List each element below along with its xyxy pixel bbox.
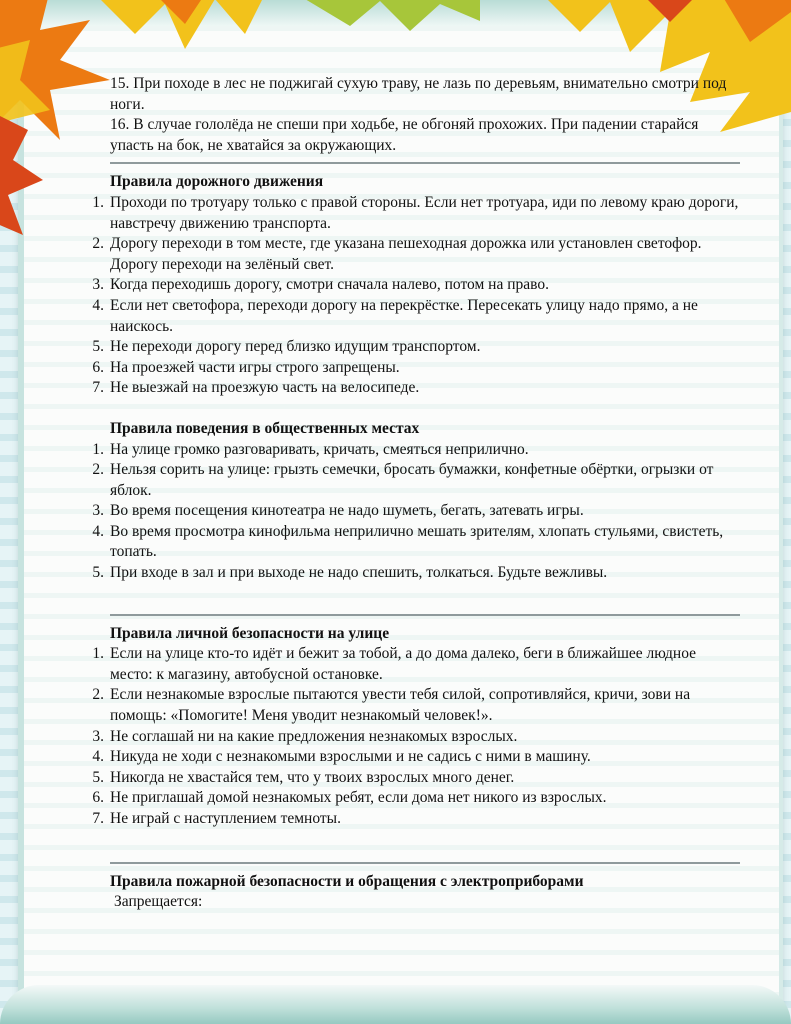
divider	[110, 614, 740, 616]
list-number: 2.	[92, 686, 104, 704]
list-item-text: На проезжей части игры строго запрещены.	[110, 358, 400, 376]
list-item	[92, 460, 740, 501]
list-item-text: Не соглашай ни на какие предложения незнакомых взрослых.	[110, 727, 518, 745]
list-item-text: При входе в зал и при выходе не надо спешить, толкаться. Будьте вежливы.	[110, 564, 608, 582]
list-number: 6.	[92, 358, 104, 376]
list-number: 5.	[92, 768, 104, 786]
list-number: 3.	[92, 727, 104, 745]
list-item-text: Нельзя сорить на улице: грызть семечки, бросать бумажки, конфетные обёртки, огрызки от яблок.	[110, 461, 714, 499]
list-item-text: Дорогу переходи в том месте, где указана пешеходная дорожка или установлен светофор. Дорогу переходи на зелёный свет.	[110, 235, 702, 273]
paragraph: 15. При походе в лес не поджигай сухую траву, не лазь по деревьям, внимательно смотри под ноги.	[110, 75, 727, 113]
list-item	[92, 337, 740, 358]
list-item	[92, 501, 740, 522]
fire-safety-subtitle: Запрещается:	[114, 893, 203, 911]
list-item-text: Во время посещения кинотеатра не надо шуметь, бегать, затевать игры.	[110, 502, 584, 520]
section-title-personal-safety: Правила личной безопасности на улице	[110, 624, 390, 642]
list-item-text: Во время просмотра кинофильма неприлично мешать зрителям, хлопать стульями, свистеть, топать.	[110, 522, 724, 561]
list-item-text: Если нет светофора, переходи дорогу на перекрёстке. Пересекать улицу надо прямо, а не наискось.	[110, 296, 698, 335]
list-item	[92, 747, 740, 768]
list-item-text: Если на улице кто-то идёт и бежит за тобой, а до дома далеко, беги в ближайшее людное место: к магазину, автобусной остановке.	[110, 645, 697, 683]
list-item-text: Не приглашай домой незнакомых ребят, если дома нет никого из взрослых.	[110, 789, 607, 807]
list-item	[92, 358, 740, 379]
divider	[110, 862, 740, 864]
list-number: 1.	[92, 645, 104, 663]
document-body	[92, 74, 740, 913]
list-item	[92, 378, 740, 399]
section-title-traffic-rules: Правила дорожного движения	[110, 173, 324, 191]
spacer	[110, 399, 740, 419]
maple-leaf-icon	[0, 110, 48, 240]
list-item	[92, 768, 740, 789]
list-number: 7.	[92, 810, 104, 827]
list-item-text: Если незнакомые взрослые пытаются увести тебя силой, сопротивляйся, кричи, зови на помощь: «Помогите! Меня уводит незнакомый человек!».	[110, 686, 691, 725]
section-title-public-places: Правила поведения в общественных местах	[110, 419, 420, 437]
list-item-text: Не выезжай на проезжую часть на велосипеде.	[110, 379, 420, 397]
list-number: 3.	[92, 502, 104, 520]
list-number: 4.	[92, 748, 104, 766]
scroll-bottom-roll	[0, 985, 791, 1024]
list-number: 4.	[92, 522, 104, 540]
list-item-text: На улице громко разговаривать, кричать, смеяться неприлично.	[110, 440, 529, 458]
list-number: 6.	[92, 789, 104, 807]
list-item	[92, 440, 740, 461]
list-item	[92, 685, 740, 726]
list-item	[92, 788, 740, 809]
list-item-text: Не переходи дорогу перед близко идущим транспортом.	[110, 338, 481, 356]
maple-leaf-icon	[95, 0, 265, 64]
list-number: 7.	[92, 379, 104, 397]
spacer	[110, 830, 740, 856]
list-item-text: Никуда не ходи с незнакомыми взрослыми и не садись с ними в машину.	[110, 748, 591, 766]
list-item	[92, 522, 740, 563]
list-item	[92, 727, 740, 748]
list-number: 1.	[92, 193, 104, 211]
list-item	[92, 234, 740, 275]
personal-safety-list	[92, 644, 740, 829]
list-item	[92, 644, 740, 685]
list-number: 2.	[92, 461, 104, 479]
list-item	[92, 563, 740, 584]
divider	[110, 162, 740, 164]
spacer	[110, 584, 740, 608]
list-item	[92, 275, 740, 296]
list-item-text: Никогда не хвастайся тем, что у твоих взрослых много денег.	[110, 768, 515, 786]
list-number: 3.	[92, 276, 104, 294]
list-number: 2.	[92, 235, 104, 253]
list-number: 5.	[92, 338, 104, 356]
section-title-fire-safety: Правила пожарной безопасности и обращения с электроприборами	[110, 872, 584, 890]
list-item	[92, 296, 740, 337]
list-number: 4.	[92, 296, 104, 314]
list-item	[92, 193, 740, 234]
list-item	[92, 809, 740, 830]
list-item-text: Когда переходишь дорогу, смотри сначала налево, потом на право.	[110, 276, 549, 294]
list-number: 5.	[92, 564, 104, 582]
list-item-text: Проходи по тротуару только с правой стороны. Если нет тротуара, иди по левому краю дороги, навстречу движению транспорта.	[110, 193, 739, 232]
list-item-text: Не играй с наступлением темноты.	[110, 810, 341, 827]
public-places-list	[92, 440, 740, 584]
green-leaf-icon	[300, 0, 480, 36]
list-number: 1.	[92, 440, 104, 458]
paragraph: 16. В случае гололёда не спеши при ходьбе, не обгоняй прохожих. При падении старайся упасть на бок, не хватайся за окружающих.	[110, 116, 699, 154]
traffic-rules-list	[92, 193, 740, 399]
